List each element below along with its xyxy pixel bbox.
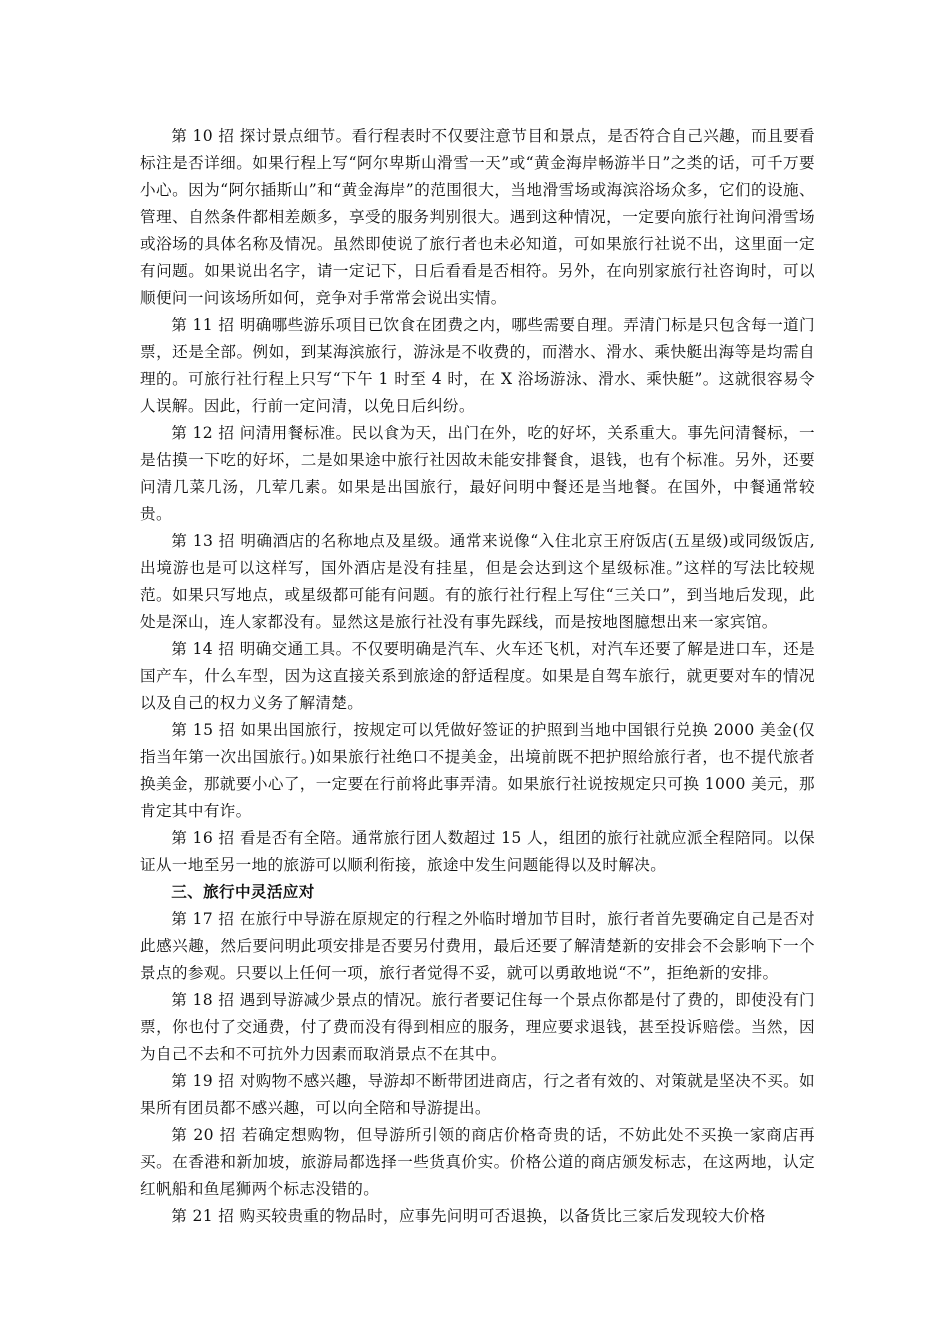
paragraph-tip-19: 第 19 招 对购物不感兴趣，导游却不断带团进商店，行之者有效的、对策就是坚决不买。如果所有团员都不感兴趣，可以向全陪和导游提出。 [140, 1072, 815, 1117]
paragraph-tip-18: 第 18 招 遇到导游减少景点的情况。旅行者要记住每一个景点你都是付了费的，即使没有门票，你也付了交通费，付了费而没有得到相应的服务，理应要求退钱，甚至投诉赔偿。当然，因为自己不去和不可抗外力因素而取消景点不在其中。 [140, 991, 815, 1063]
paragraph-tip-12: 第 12 招 问清用餐标准。民以食为天，出门在外，吃的好坏，关系重大。事先问清餐标，一是估摸一下吃的好坏，二是如果途中旅行社因故未能安排餐食，退钱，也有个标准。另外，还要问清几菜几汤，几荤几素。如果是出国旅行，最好问明中餐还是当地餐。在国外，中餐通常较贵。 [140, 424, 815, 523]
paragraph-tip-21: 第 21 招 购买较贵重的物品时，应事先问明可否退换，以备货比三家后发现较大价格 [171, 1207, 766, 1225]
paragraph-tip-17: 第 17 招 在旅行中导游在原规定的行程之外临时增加节目时，旅行者首先要确定自己是否对此感兴趣，然后要问明此项安排是否要另付费用，最后还要了解清楚新的安排会不会影响下一个景点的参观。只要以上任何一项，旅行者觉得不妥，就可以勇敢地说“不”，拒绝新的安排。 [140, 910, 815, 982]
paragraph-tip-20: 第 20 招 若确定想购物，但导游所引领的商店价格奇贵的话，不妨此处不买换一家商店再买。在香港和新加坡，旅游局都选择一些货真价实。价格公道的商店颁发标志，在这两地，认定红帆船和鱼尾狮两个标志没错的。 [140, 1126, 815, 1198]
paragraph-tip-11: 第 11 招 明确哪些游乐项目已饮食在团费之内，哪些需要自理。弄清门标是只包含每一道门票，还是全部。例如，到某海滨旅行，游泳是不收费的，而潜水、滑水、乘快艇出海等是均需自理的。可旅行社行程上只写“下午 1 时至 4 时，在 X 浴场游泳、滑水、乘快艇”。这就很容易令人误解。因此，行前一定问清，以免日后纠纷。 [140, 316, 815, 415]
paragraph-tip-15: 第 15 招 如果出国旅行，按规定可以凭做好签证的护照到当地中国银行兑换 2000 美金(仅指当年第一次出国旅行。)如果旅行社绝口不提美金，出境前既不把护照给旅行者，也不提代旅者换美金，那就要小心了，一定要在行前将此事弄清。如果旅行社说按规定只可换 1000 美元，那肯定其中有诈。 [140, 721, 815, 820]
paragraph-tip-16: 第 16 招 看是否有全陪。通常旅行团人数超过 15 人，组团的旅行社就应派全程陪同。以保证从一地至另一地的旅游可以顺利衔接，旅途中发生问题能得以及时解决。 [140, 829, 815, 874]
paragraph-tip-14: 第 14 招 明确交通工具。不仅要明确是汽车、火车还飞机，对汽车还要了解是进口车，还是国产车，什么车型，因为这直接关系到旅途的舒适程度。如果是自驾车旅行，就更要对车的情况以及自己的权力义务了解清楚。 [140, 640, 815, 712]
paragraph-tip-10: 第 10 招 探讨景点细节。看行程表时不仅要注意节目和景点，是否符合自己兴趣，而且要看标注是否详细。如果行程上写“阿尔卑斯山滑雪一天”或“黄金海岸畅游半日”之类的话，可千万要小心。因为“阿尔插斯山”和“黄金海岸”的范围很大，当地滑雪场或海滨浴场众多，它们的设施、管理、自然条件都相差颇多，享受的服务判别很大。遇到这种情况，一定要向旅行社询问滑雪场或浴场的具体名称及情况。虽然即使说了旅行者也未必知道，可如果旅行社说不出，这里面一定有问题。如果说出名字，请一定记下，日后看看是否相符。另外，在向别家旅行社咨询时，可以顺便问一问该场所如何，竞争对手常常会说出实情。 [140, 127, 815, 307]
section-heading: 三、旅行中灵活应对 [171, 883, 315, 901]
paragraph-tip-13: 第 13 招 明确酒店的名称地点及星级。通常来说像“入住北京王府饭店(五星级)或同级饭店,出境游也是可以这样写，国外酒店是没有挂星，但是会达到这个星级标准。”这样的写法比较规范。如果只写地点，或星级都可能有问题。有的旅行社行程上写住“三关口”，到当地后发现，此处是深山，连人家都没有。显然这是旅行社没有事先踩线，而是按地图臆想出来一家宾馆。 [140, 532, 815, 631]
document-page [140, 123, 815, 1230]
